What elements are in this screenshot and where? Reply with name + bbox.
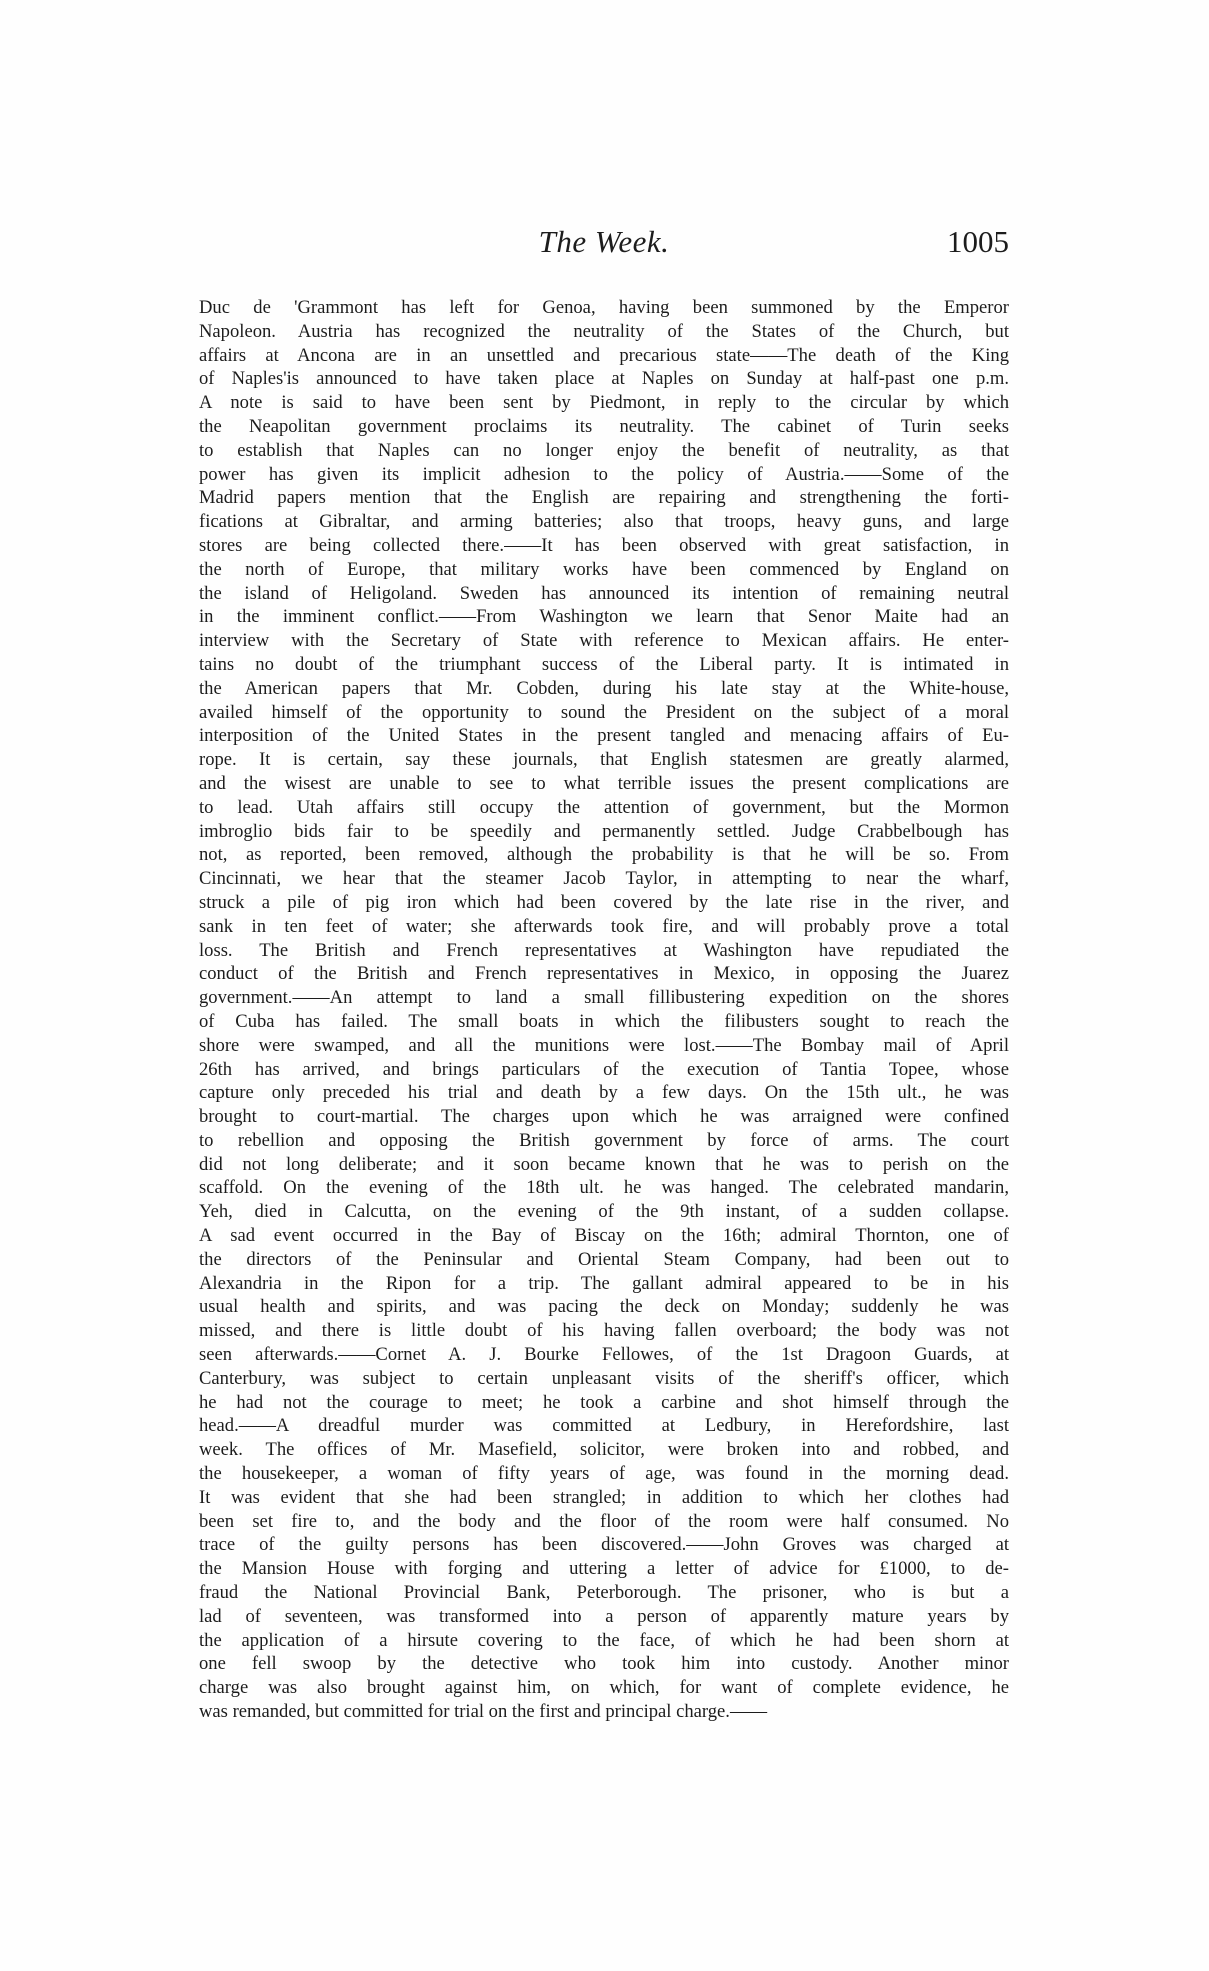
text-line: the Neapolitan government proclaims its neutrality. The cabinet of Turin seeks xyxy=(199,415,1009,437)
text-line: trace of the guilty persons has been discovered.——John Groves was charged at xyxy=(199,1534,1009,1556)
text-line: not, as reported, been removed, although the probability is that he will be so. From xyxy=(199,844,1009,866)
text-line: was remanded, but committed for trial on the first and principal charge.—— xyxy=(199,1701,768,1723)
text-line: scaffold. On the evening of the 18th ult. he was hanged. The celebrated mandarin, xyxy=(199,1177,1009,1199)
text-line: to rebellion and opposing the British government by force of arms. The court xyxy=(199,1129,1009,1151)
text-line: availed himself of the opportunity to sound the President on the subject of a moral xyxy=(199,701,1009,723)
text-line: Alexandria in the Ripon for a trip. The gallant admiral appeared to be in his xyxy=(199,1272,1009,1294)
text-line: head.——A dreadful murder was committed at Ledbury, in Herefordshire, last xyxy=(199,1415,1009,1437)
text-line: Canterbury, was subject to certain unpleasant visits of the sheriff's officer, which xyxy=(199,1367,1009,1389)
text-line: of Naples'is announced to have taken place at Naples on Sunday at half-past one p.m. xyxy=(199,368,1009,390)
text-line: and the wisest are unable to see to what terrible issues the present complications are xyxy=(199,772,1009,794)
text-line: the Mansion House with forging and uttering a letter of advice for £1000, to de- xyxy=(199,1558,1009,1580)
text-line: loss. The British and French representatives at Washington have repudiated the xyxy=(199,939,1009,961)
text-line: shore were swamped, and all the munitions were lost.——The Bombay mail of April xyxy=(199,1034,1009,1056)
text-line: struck a pile of pig iron which had been covered by the late rise in the river, and xyxy=(199,891,1009,913)
text-line: charge was also brought against him, on which, for want of complete evidence, he xyxy=(199,1677,1009,1699)
text-line: interposition of the United States in the present tangled and menacing affairs of Eu- xyxy=(199,725,1009,747)
running-title: The Week. xyxy=(538,224,670,259)
text-line: week. The offices of Mr. Masefield, solicitor, were broken into and robbed, and xyxy=(199,1439,1009,1461)
text-line: A note is said to have been sent by Piedmont, in reply to the circular by which xyxy=(199,392,1009,414)
text-line: to establish that Naples can no longer enjoy the benefit of neutrality, as that xyxy=(199,439,1009,461)
text-line: affairs at Ancona are in an unsettled and precarious state——The death of the King xyxy=(199,344,1009,366)
text-line: interview with the Secretary of State with reference to Mexican affairs. He enter- xyxy=(199,630,1009,652)
running-head xyxy=(199,224,1009,264)
text-line: fraud the National Provincial Bank, Peterborough. The prisoner, who is but a xyxy=(199,1582,1009,1604)
text-line: rope. It is certain, say these journals, that English statesmen are greatly alarmed, xyxy=(199,749,1009,771)
text-line: tains no doubt of the triumphant success of the Liberal party. It is intimated in xyxy=(199,653,1009,675)
text-line: usual health and spirits, and was pacing the deck on Monday; suddenly he was xyxy=(199,1296,1009,1318)
text-line: conduct of the British and French representatives in Mexico, in opposing the Juarez xyxy=(199,963,1009,985)
text-line: did not long deliberate; and it soon became known that he was to perish on the xyxy=(199,1153,1009,1175)
text-line: fications at Gibraltar, and arming batteries; also that troops, heavy guns, and large xyxy=(199,511,1009,533)
text-line: one fell swoop by the detective who took him into custody. Another minor xyxy=(199,1653,1009,1675)
text-line: brought to court-martial. The charges upon which he was arraigned were confined xyxy=(199,1106,1009,1128)
text-line: Duc de 'Grammont has left for Genoa, having been summoned by the Emperor xyxy=(199,297,1009,318)
text-line: stores are being collected there.——It has been observed with great satisfaction, in xyxy=(199,534,1009,556)
text-line: power has given its implicit adhesion to the policy of Austria.——Some of the xyxy=(199,463,1009,485)
text-line: the directors of the Peninsular and Oriental Steam Company, had been out to xyxy=(199,1248,1009,1270)
text-line: Cincinnati, we hear that the steamer Jacob Taylor, in attempting to near the wharf, xyxy=(199,868,1009,890)
text-line: lad of seventeen, was transformed into a person of apparently mature years by xyxy=(199,1605,1009,1627)
text-line: Yeh, died in Calcutta, on the evening of the 9th instant, of a sudden collapse. xyxy=(199,1201,1009,1223)
text-line: in the imminent conflict.——From Washington we learn that Senor Maite had an xyxy=(199,606,1009,628)
text-line: the island of Heligoland. Sweden has announced its intention of remaining neutral xyxy=(199,582,1009,604)
text-line: Napoleon. Austria has recognized the neutrality of the States of the Church, but xyxy=(199,320,1009,342)
text-line: the north of Europe, that military works have been commenced by England on xyxy=(199,558,1009,580)
page-number: 1005 xyxy=(947,224,1009,259)
text-line: 26th has arrived, and brings particulars of the execution of Tantia Topee, whose xyxy=(199,1058,1009,1080)
text-line: of Cuba has failed. The small boats in which the filibusters sought to reach the xyxy=(199,1010,1009,1032)
text-line: government.——An attempt to land a small fillibustering expedition on the shores xyxy=(199,987,1009,1009)
text-line: missed, and there is little doubt of his having fallen overboard; the body was not xyxy=(199,1320,1009,1342)
text-line: A sad event occurred in the Bay of Biscay on the 16th; admiral Thornton, one of xyxy=(199,1225,1009,1247)
text-line: he had not the courage to meet; he took a carbine and shot himself through the xyxy=(199,1391,1009,1413)
text-line: seen afterwards.——Cornet A. J. Bourke Fellowes, of the 1st Dragoon Guards, at xyxy=(199,1344,1009,1366)
text-line: to lead. Utah affairs still occupy the attention of government, but the Mormon xyxy=(199,796,1009,818)
text-line: Madrid papers mention that the English are repairing and strengthening the forti- xyxy=(199,487,1009,509)
text-line: the application of a hirsute covering to the face, of which he had been shorn at xyxy=(199,1629,1009,1651)
text-line: the housekeeper, a woman of fifty years of age, was found in the morning dead. xyxy=(199,1463,1009,1485)
text-line: been set fire to, and the body and the floor of the room were half consumed. No xyxy=(199,1510,1009,1532)
text-line: capture only preceded his trial and death by a few days. On the 15th ult., he was xyxy=(199,1082,1009,1104)
text-line: sank in ten feet of water; she afterwards took fire, and will probably prove a total xyxy=(199,915,1009,937)
text-line: It was evident that she had been strangled; in addition to which her clothes had xyxy=(199,1486,1009,1508)
text-line: imbroglio bids fair to be speedily and permanently settled. Judge Crabbelbough has xyxy=(199,820,1009,842)
article-body xyxy=(199,296,1009,1724)
text-line: the American papers that Mr. Cobden, during his late stay at the White-house, xyxy=(199,677,1009,699)
